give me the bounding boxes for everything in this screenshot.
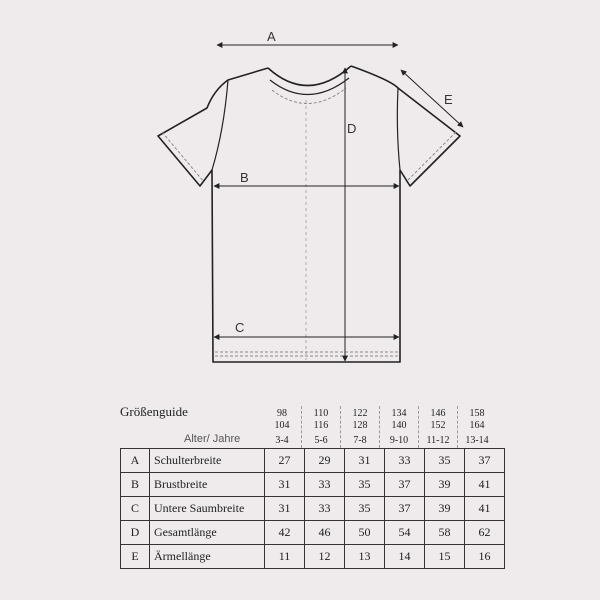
row-key: A [121,449,150,473]
cell-value: 39 [425,473,465,497]
size-bottom: 164 [469,420,485,431]
cell-value: 14 [385,545,425,569]
row-key: B [121,473,150,497]
cell-value: 46 [305,521,345,545]
size-top: 122 [352,408,368,419]
cell-value: 37 [385,497,425,521]
size-bottom: 128 [352,420,368,431]
cell-value: 31 [265,473,305,497]
cell-value: 42 [265,521,305,545]
cell-value: 31 [345,449,385,473]
cell-value: 31 [265,497,305,521]
cell-value: 54 [385,521,425,545]
size-column-header [340,408,380,447]
size-column-header [457,408,497,447]
size-top: 158 [469,408,485,419]
cell-value: 35 [425,449,465,473]
label-a: A [267,29,276,44]
age-range: 5-6 [314,435,328,446]
age-range: 3-4 [275,435,289,446]
row-name: Ärmellänge [150,545,265,569]
row-name: Gesamtlänge [150,521,265,545]
cell-value: 41 [465,473,505,497]
cell-value: 37 [465,449,505,473]
size-top: 110 [313,408,329,419]
cell-value: 50 [345,521,385,545]
table-row [121,521,505,545]
cell-value: 11 [265,545,305,569]
age-caption: Alter/ Jahre [184,433,241,445]
cell-value: 16 [465,545,505,569]
table-row [121,473,505,497]
cell-value: 33 [305,473,345,497]
cell-value: 35 [345,497,385,521]
age-range: 7-8 [353,435,367,446]
row-name: Untere Saumbreite [150,497,265,521]
label-c: C [235,320,245,335]
size-bottom: 140 [391,420,407,431]
tshirt-outline [158,66,460,362]
age-range: 13-14 [465,435,489,446]
size-bottom: 152 [430,420,446,431]
row-key: D [121,521,150,545]
cell-value: 15 [425,545,465,569]
table-row [121,497,505,521]
cell-value: 41 [465,497,505,521]
cell-value: 33 [385,449,425,473]
cell-value: 62 [465,521,505,545]
cell-value: 12 [305,545,345,569]
row-name: Schulterbreite [150,449,265,473]
size-guide-table [120,448,505,569]
size-column-header [301,408,341,447]
label-b: B [240,170,249,185]
label-e: E [444,92,453,107]
cell-value: 13 [345,545,385,569]
size-bottom: 104 [274,420,290,431]
cell-value: 29 [305,449,345,473]
row-key: E [121,545,150,569]
age-range: 11-12 [426,435,450,446]
size-top: 146 [430,408,446,419]
size-column-header [418,408,458,447]
size-top: 98 [277,408,287,419]
table-row [121,545,505,569]
cell-value: 58 [425,521,465,545]
size-guide-title: Größenguide [120,404,188,419]
size-column-header [379,408,419,447]
label-d: D [347,121,357,136]
size-bottom: 116 [313,420,329,431]
table-row [121,449,505,473]
row-name: Brustbreite [150,473,265,497]
cell-value: 37 [385,473,425,497]
size-top: 134 [391,408,407,419]
cell-value: 35 [345,473,385,497]
cell-value: 39 [425,497,465,521]
age-range: 9-10 [389,435,409,446]
row-key: C [121,497,150,521]
cell-value: 27 [265,449,305,473]
size-column-header [262,408,302,447]
cell-value: 33 [305,497,345,521]
